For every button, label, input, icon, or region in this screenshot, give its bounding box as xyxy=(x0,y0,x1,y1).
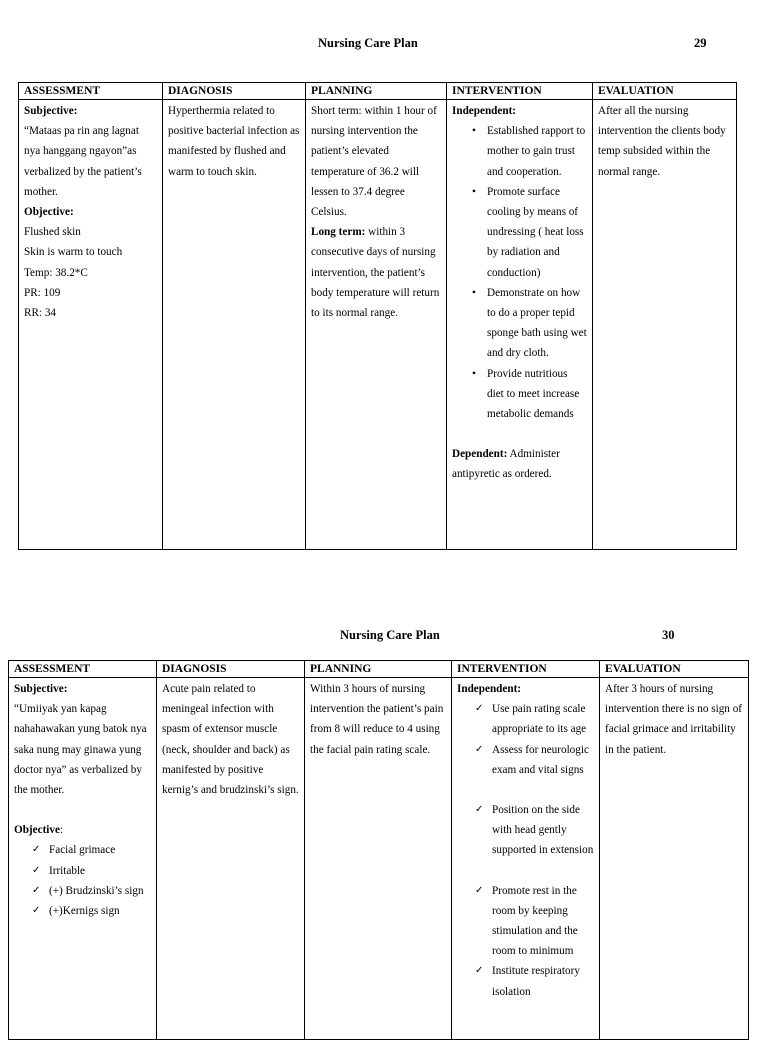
intervention-list xyxy=(457,881,594,1002)
intervention-item: ✓ Assess for neurologic exam and vital signs xyxy=(492,740,594,780)
intervention-item: ✓ Position on the side with head gently supported in extension xyxy=(492,800,594,861)
intervention-item: ✓ Use pain rating scale appropriate to its age xyxy=(492,699,594,739)
evaluation-text: After 3 hours of nursing intervention there is no sign of facial grimace and irritability in the patient. xyxy=(605,683,743,756)
planning-cell xyxy=(306,100,447,550)
dependent-intervention xyxy=(452,444,587,484)
dependent-text: Administer antipyretic as ordered. xyxy=(452,448,560,481)
care-plan-table-29 xyxy=(18,82,737,550)
subjective-text: “Umiiyak yan kapag nahahawakan yung batok nya saka nung may ginawa yung doctor nya” as verbalized by the mother. xyxy=(14,703,147,797)
subjective-label: Subjective: xyxy=(14,683,68,695)
intervention-item: ✓ Institute respiratory isolation xyxy=(492,961,594,1001)
intervention-item: ✓ Promote rest in the room by keeping stimulation and the room to minimum xyxy=(492,881,594,962)
objective-item: ✓ (+)Kernigs sign xyxy=(49,901,151,921)
intervention-item: • Provide nutritious diet to meet increase metabolic demands xyxy=(487,364,587,425)
evaluation-text: After all the nursing intervention the clients body temp subsided within the normal range. xyxy=(598,105,726,178)
objective-heading xyxy=(14,820,151,840)
diagnosis-cell xyxy=(157,678,305,1040)
intervention-cell xyxy=(447,100,593,550)
objective-colon: : xyxy=(59,824,64,837)
objective-item: PR: 109 xyxy=(24,286,61,299)
page-number-29: 29 xyxy=(694,36,707,50)
diagnosis-cell xyxy=(163,100,306,550)
planning-text: Within 3 hours of nursing intervention the patient’s pain from 8 will reduce to 4 using the facial pain rating scale. xyxy=(310,683,444,756)
header-planning: PLANNING xyxy=(305,661,452,678)
subjective-label: Subjective: xyxy=(24,105,78,117)
objective-item: ✓ (+) Brudzinski’s sign xyxy=(49,881,151,901)
intervention-item: • Promote surface cooling by means of undressing ( heat loss by radiation and conduction) xyxy=(487,182,587,283)
objective-item: Skin is warm to touch xyxy=(24,246,123,259)
long-term-text: within 3 consecutive days of nursing intervention, the patient’s body temperature will return to its normal range. xyxy=(311,226,440,320)
header-intervention: INTERVENTION xyxy=(452,661,600,678)
header-intervention: INTERVENTION xyxy=(447,83,593,100)
intervention-cell xyxy=(452,678,600,1040)
diagnosis-text: Acute pain related to meningeal infection with spasm of extensor muscle (neck, shoulder and back) as manifested by positive kernig’s and brudzinski’s sign. xyxy=(162,683,299,797)
assessment-cell xyxy=(19,100,163,550)
planning-cell xyxy=(305,678,452,1040)
evaluation-cell xyxy=(600,678,749,1040)
page-title-30: Nursing Care Plan xyxy=(340,628,440,642)
evaluation-cell xyxy=(593,100,737,550)
intervention-item: • Demonstrate on how to do a proper tepid sponge bath using wet and dry cloth. xyxy=(487,283,587,364)
objective-item: ✓ Facial grimace xyxy=(49,840,151,860)
independent-list xyxy=(452,121,587,424)
intervention-list xyxy=(457,699,594,780)
care-plan-table-30 xyxy=(8,660,749,1040)
objective-item: RR: 34 xyxy=(24,307,57,320)
header-evaluation: EVALUATION xyxy=(600,661,749,678)
objective-label: Objective: xyxy=(24,206,74,219)
header-planning: PLANNING xyxy=(306,83,447,100)
header-diagnosis: DIAGNOSIS xyxy=(163,83,306,100)
objective-list xyxy=(14,840,151,921)
long-term-goal xyxy=(311,222,441,323)
header-diagnosis: DIAGNOSIS xyxy=(157,661,305,678)
independent-label: Independent: xyxy=(457,683,522,695)
intervention-item: • Established rapport to mother to gain trust and cooperation. xyxy=(487,121,587,182)
page-title-29: Nursing Care Plan xyxy=(318,36,418,50)
intervention-list xyxy=(457,800,594,861)
objective-item: Temp: 38.2*C xyxy=(24,266,88,279)
objective-item: Flushed skin xyxy=(24,226,81,239)
long-term-label: Long term: xyxy=(311,226,366,239)
objective-item: ✓ Irritable xyxy=(49,861,151,881)
header-evaluation: EVALUATION xyxy=(593,83,737,100)
dependent-label: Dependent: xyxy=(452,448,508,461)
assessment-cell xyxy=(9,678,157,1040)
header-assessment: ASSESSMENT xyxy=(19,83,163,100)
short-term-goal: Short term: within 1 hour of nursing intervention the patient’s elevated temperature of 36.2 will lessen to 37.4 degree Celsius. xyxy=(311,105,437,219)
diagnosis-text: Hyperthermia related to positive bacterial infection as manifested by flushed and warm to touch skin. xyxy=(168,105,300,178)
page-number-30: 30 xyxy=(662,628,675,642)
subjective-text: “Mataas pa rin ang lagnat nya hanggang ngayon”as verbalized by the patient’s mother. xyxy=(24,125,142,198)
independent-label: Independent: xyxy=(452,105,517,117)
objective-label: Objective xyxy=(14,824,60,837)
header-assessment: ASSESSMENT xyxy=(9,661,157,678)
